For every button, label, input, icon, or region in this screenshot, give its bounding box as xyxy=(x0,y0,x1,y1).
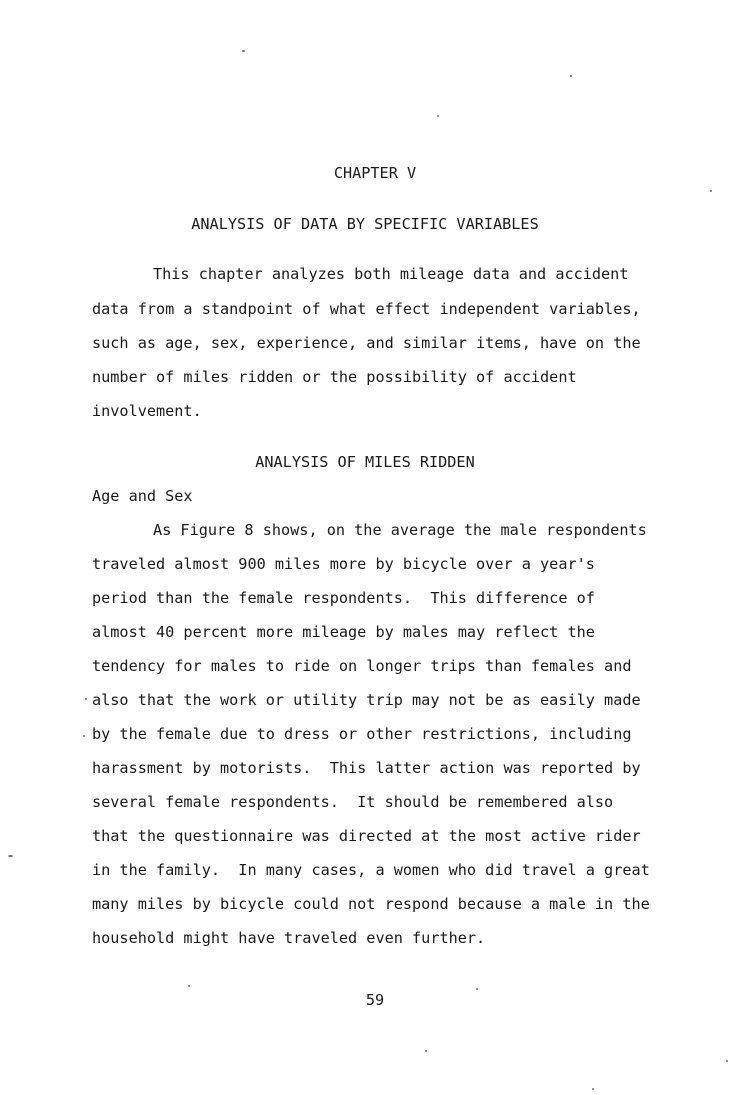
scan-speck xyxy=(188,985,190,987)
paragraph-line: such as age, sex, experience, and similar items, have on the xyxy=(92,334,641,352)
scan-speck xyxy=(85,698,87,700)
paragraph-line: several female respondents. It should be remembered also xyxy=(92,793,614,811)
page-number: 59 xyxy=(365,991,385,1009)
paragraph-line: harassment by motorists. This latter action was reported by xyxy=(92,759,641,777)
scan-speck xyxy=(592,1088,594,1090)
scan-speck xyxy=(437,115,439,117)
paragraph-line: many miles by bicycle could not respond because a male in the xyxy=(92,895,650,913)
paragraph-line: that the questionnaire was directed at the most active rider xyxy=(92,827,641,845)
paragraph-line: also that the work or utility trip may not be as easily made xyxy=(92,691,641,709)
section-heading: ANALYSIS OF MILES RIDDEN xyxy=(255,453,475,471)
paragraph-line: data from a standpoint of what effect independent variables, xyxy=(92,300,641,318)
chapter-title: ANALYSIS OF DATA BY SPECIFIC VARIABLES xyxy=(191,215,539,233)
chapter-heading: CHAPTER V xyxy=(333,164,417,182)
paragraph-line: number of miles ridden or the possibility of accident xyxy=(92,368,577,386)
scan-speck xyxy=(242,50,245,52)
scan-speck xyxy=(425,1050,427,1052)
paragraph-line: This chapter analyzes both mileage data and accident xyxy=(153,265,629,283)
scan-speck xyxy=(710,190,712,192)
paragraph-line: by the female due to dress or other restrictions, including xyxy=(92,725,632,743)
paragraph-line: household might have traveled even further. xyxy=(92,929,486,947)
paragraph-line: tendency for males to ride on longer trips than females and xyxy=(92,657,632,675)
scan-speck xyxy=(83,735,85,737)
paragraph-line: involvement. xyxy=(92,402,202,420)
paragraph-line: traveled almost 900 miles more by bicycle over a year's xyxy=(92,555,595,573)
paragraph-line: in the family. In many cases, a women who did travel a great xyxy=(92,861,650,879)
paragraph-line: almost 40 percent more mileage by males may reflect the xyxy=(92,623,595,641)
paragraph-line: As Figure 8 shows, on the average the male respondents xyxy=(153,521,647,539)
scan-speck xyxy=(8,855,13,857)
paragraph-line: period than the female respondents. This difference of xyxy=(92,589,595,607)
scan-speck xyxy=(476,988,478,990)
scan-speck xyxy=(570,75,572,77)
subsection-heading: Age and Sex xyxy=(92,487,193,505)
scan-speck xyxy=(726,1060,728,1062)
